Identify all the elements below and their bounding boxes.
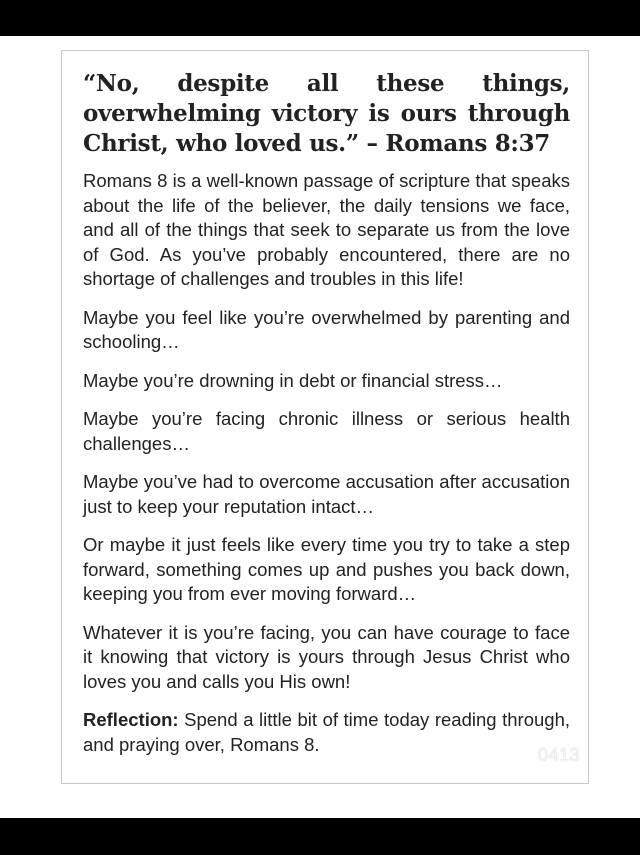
paragraph-courage: Whatever it is you’re facing, you can have courage to face it knowing that victory is yours through Jesus Christ who loves you and calls you His own! <box>83 621 570 692</box>
devotional-card <box>61 50 589 784</box>
reflection-label: Reflection: <box>83 709 179 730</box>
paragraph-accusation: Maybe you’ve had to overcome accusation after accusation just to keep your reputation intact… <box>83 471 570 517</box>
paragraph-debt: Maybe you’re drowning in debt or financial stress… <box>83 369 503 391</box>
paragraph-intro: Romans 8 is a well-known passage of scripture that speaks about the life of the believer, the daily tensions we face, and all of the things that seek to separate us from the love of God. As you’ve probably encountered, there are no shortage of challenges and troubles in this life! <box>83 170 570 289</box>
reflection-text: Spend a little bit of time today reading through, and praying over, Romans 8. <box>83 709 570 755</box>
paragraph-illness: Maybe you’re facing chronic illness or serious health challenges… <box>83 408 570 454</box>
page <box>0 36 640 818</box>
paragraph-parenting: Maybe you feel like you’re overwhelmed by parenting and schooling… <box>83 306 570 352</box>
watermark: 0413 <box>537 745 580 765</box>
reflection <box>83 708 570 757</box>
paragraph-step-forward: Or maybe it just feels like every time you try to take a step forward, something comes up and pushes you back down, keeping you from ever moving forward… <box>83 534 570 604</box>
devotional-content <box>83 69 570 757</box>
scripture-quote: “No, despite all these things, overwhelming victory is ours through Christ, who loved us.” – Romans 8:37 <box>83 70 570 157</box>
